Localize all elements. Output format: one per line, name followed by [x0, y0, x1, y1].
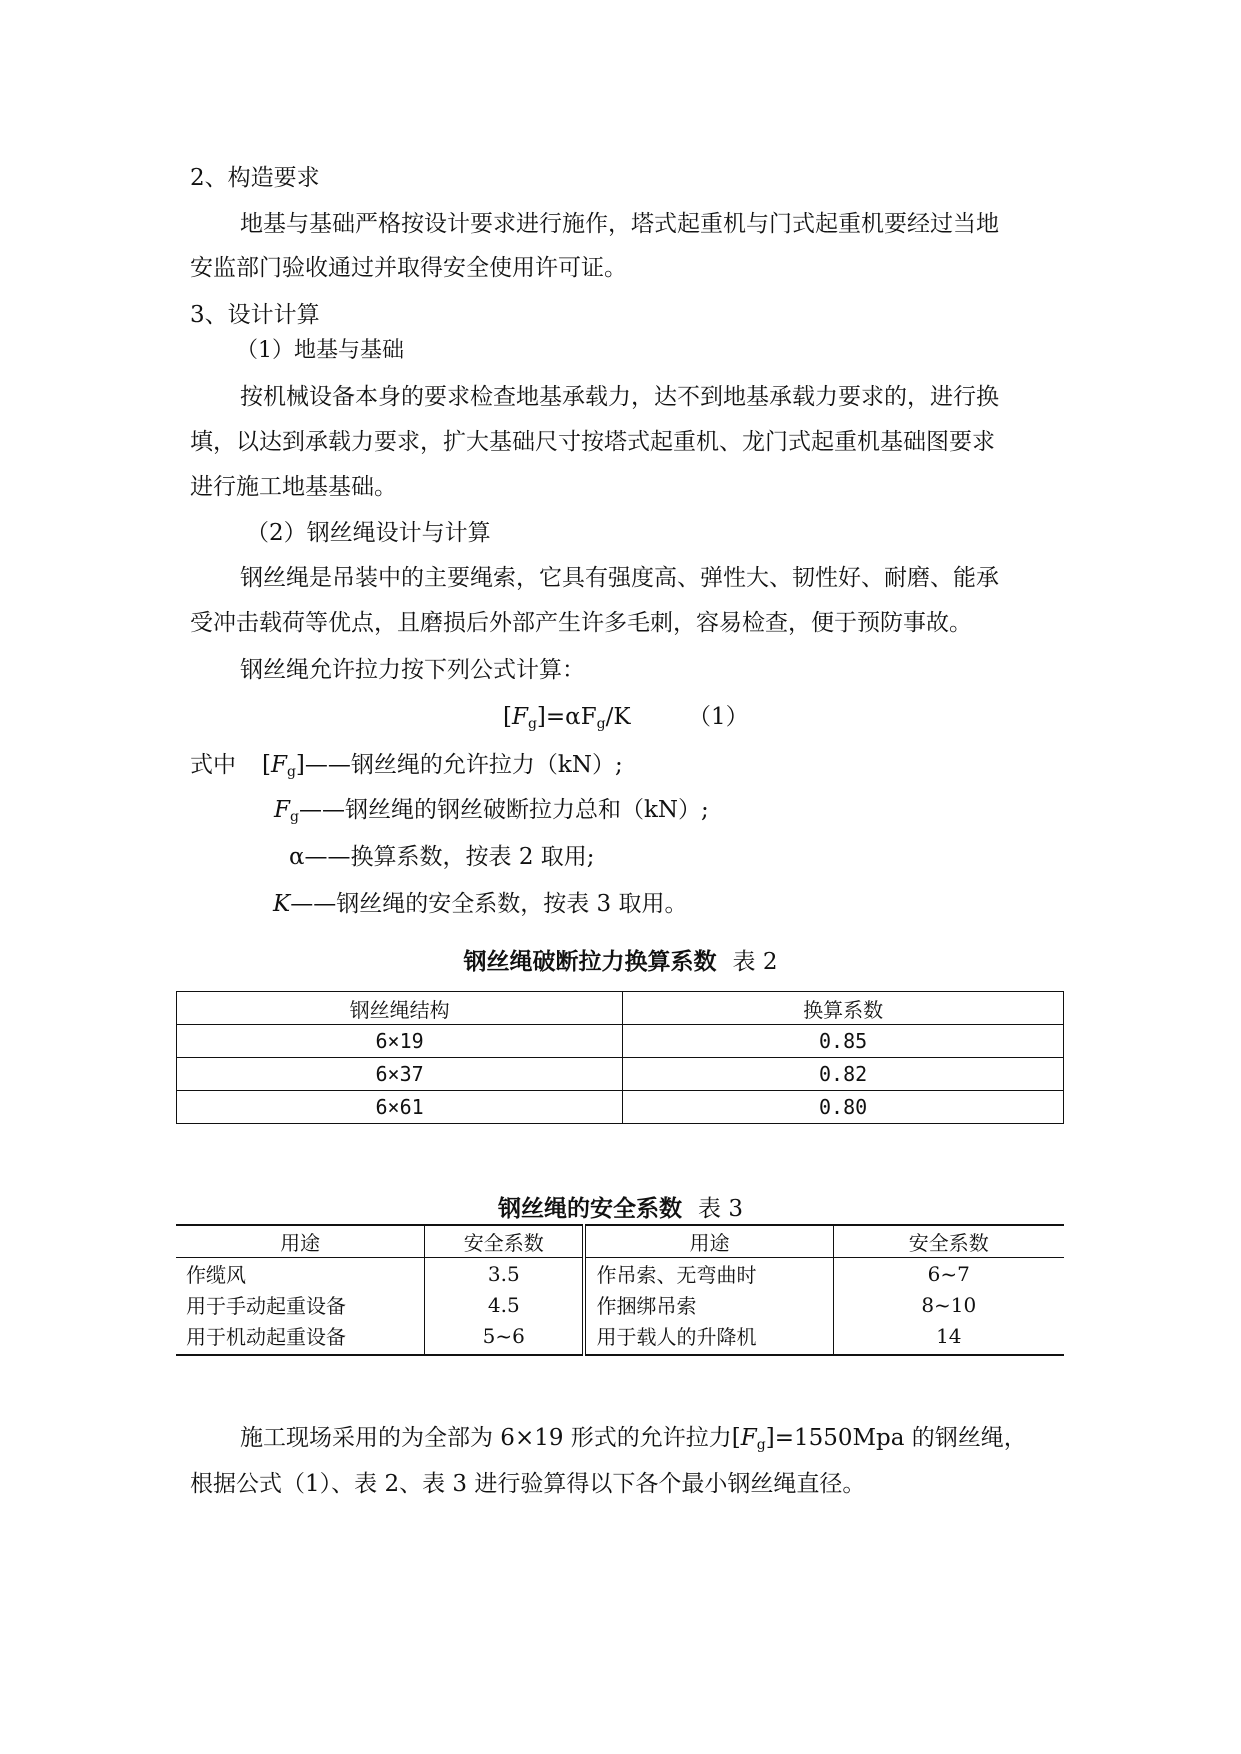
table-row [176, 1289, 1064, 1320]
subsection1-line1: 按机械设备本身的要求检查地基承载力，达不到地基承载力要求的，进行换 [240, 384, 999, 410]
table-header-cell: 换算系数 [623, 992, 1064, 1025]
table-header-cell: 安全系数 [833, 1225, 1064, 1258]
table-header-cell: 安全系数 [425, 1225, 585, 1258]
definition-safety-factor: K——钢丝绳的安全系数，按表 3 取用。 [273, 891, 688, 917]
table-cell: 用于手动起重设备 [186, 1294, 346, 1318]
table-cell: 6×61 [177, 1091, 623, 1124]
table-row [176, 1258, 1064, 1290]
definition-alpha: α——换算系数，按表 2 取用; [289, 844, 595, 870]
closing-line2: 根据公式（1）、表 2、表 3 进行验算得以下各个最小钢丝绳直径。 [190, 1471, 866, 1497]
table-cell: 0.80 [623, 1091, 1064, 1124]
where-label: 式中 [190, 752, 236, 778]
table3-caption [0, 1190, 1241, 1223]
table-cell: 作捆绑吊索 [596, 1294, 697, 1318]
table-cell: 3.5 [425, 1258, 585, 1290]
table2-number: 表 2 [732, 949, 778, 975]
definition-allowable-force: $[F_g]——$钢丝绳的允许拉力（kN）; [262, 752, 623, 780]
subsection1-line3: 进行施工地基基础。 [190, 474, 397, 500]
table-cell: 6~7 [833, 1258, 1064, 1290]
table3 [176, 1224, 1064, 1356]
table3-number: 表 3 [698, 1196, 743, 1222]
formula: $[F_g]=\alpha F_g/K$ [503, 704, 631, 732]
section2-heading: 2、构造要求 [190, 165, 320, 191]
formula-number: （1） [688, 704, 749, 730]
table-row [177, 1025, 1064, 1058]
table-cell: 6×19 [177, 1025, 623, 1058]
subsection2-line1: 钢丝绳是吊装中的主要绳索，它具有强度高、弹性大、韧性好、耐磨、能承 [240, 565, 999, 591]
table-cell: 用于载人的升降机 [584, 1320, 833, 1355]
subsection2-line2: 受冲击载荷等优点，且磨损后外部产生许多毛刺，容易检查，便于预防事故。 [190, 610, 972, 636]
table-header-row [177, 992, 1064, 1025]
table-row [177, 1091, 1064, 1124]
section2-paragraph-line2: 安监部门验收通过并取得安全使用许可证。 [190, 255, 627, 281]
table-cell: 14 [833, 1320, 1064, 1355]
formula-intro: 钢丝绳允许拉力按下列公式计算： [240, 657, 585, 683]
table2-caption [0, 943, 1241, 976]
table-cell: 0.82 [623, 1058, 1064, 1091]
definition-breaking-force: $F_g——$钢丝绳的钢丝破断拉力总和（kN）; [274, 797, 709, 825]
table-cell: 作缆风 [186, 1263, 246, 1287]
table-cell: 0.85 [623, 1025, 1064, 1058]
subsection1-heading: （1）地基与基础 [236, 338, 404, 363]
table2-title: 钢丝绳破断拉力换算系数 [463, 949, 717, 975]
table-header-cell: 用途 [176, 1225, 425, 1258]
table-cell: 6×37 [177, 1058, 623, 1091]
section3-heading: 3、设计计算 [190, 302, 320, 328]
table-row [176, 1320, 1064, 1355]
table3-title: 钢丝绳的安全系数 [498, 1196, 683, 1222]
table-cell: 4.5 [425, 1289, 585, 1320]
table-cell: 8~10 [833, 1289, 1064, 1320]
table-header-cell: 钢丝绳结构 [177, 992, 623, 1025]
table-header-cell: 用途 [584, 1225, 833, 1258]
table-row [177, 1058, 1064, 1091]
table-cell: 作吊索、无弯曲时 [596, 1263, 757, 1287]
subsection2-heading: （2）钢丝绳设计与计算 [246, 520, 491, 546]
table2 [176, 991, 1064, 1124]
table-cell: 5~6 [425, 1320, 585, 1355]
closing-line1: 施工现场采用的为全部为 6×19 形式的允许拉力$[F_g]=1550Mpa$ 的钢丝绳， [240, 1425, 1027, 1453]
table-header-row [176, 1225, 1064, 1258]
section2-paragraph-line1: 地基与基础严格按设计要求进行施作，塔式起重机与门式起重机要经过当地 [240, 211, 999, 237]
subsection1-line2: 填，以达到承载力要求，扩大基础尺寸按塔式起重机、龙门式起重机基础图要求 [190, 429, 995, 455]
table-cell: 用于机动起重设备 [176, 1320, 425, 1355]
